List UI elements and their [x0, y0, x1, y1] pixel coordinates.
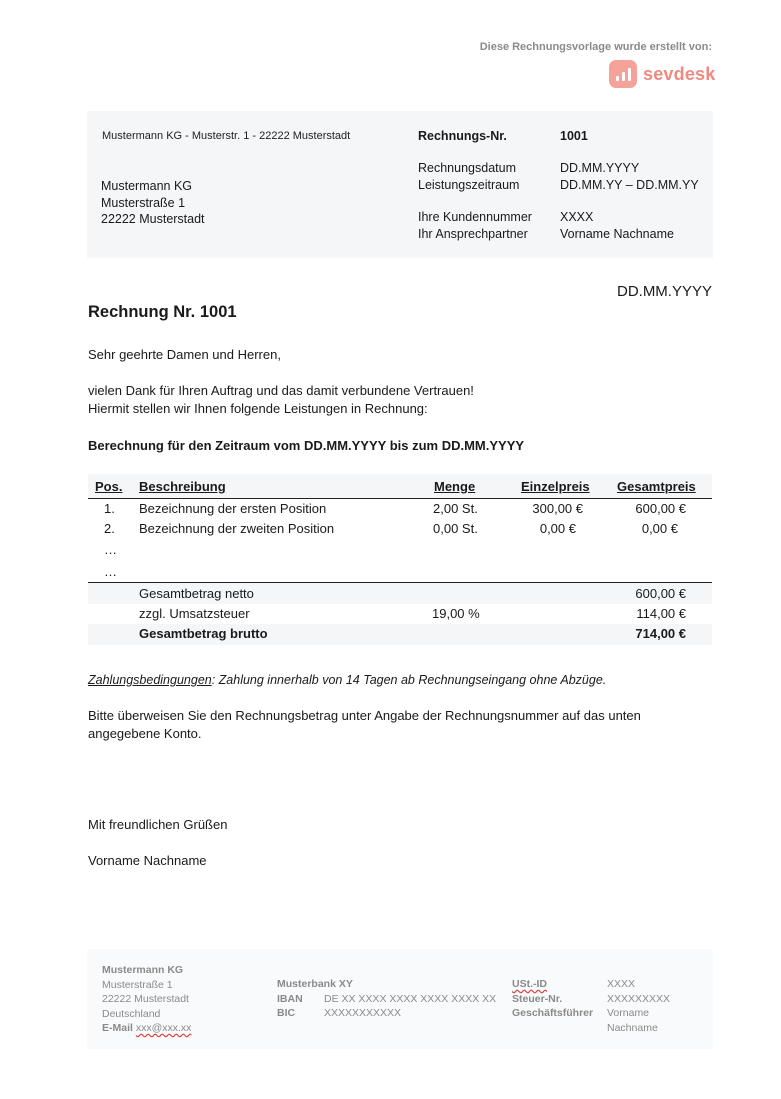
greeting: Sehr geehrte Damen und Herren,	[88, 347, 281, 362]
vat-label: zzgl. Umsatzsteuer	[139, 606, 250, 621]
footer-company-block	[102, 963, 191, 1036]
vat-row	[88, 604, 712, 624]
net-total-value: 600,00 €	[635, 586, 686, 601]
footer-bic-label: BIC	[277, 1007, 296, 1019]
footer-bank-block	[277, 977, 496, 1021]
row-desc: Bezeichnung der ersten Position	[139, 501, 327, 516]
table-header	[88, 474, 712, 499]
row-pos: …	[104, 564, 117, 579]
row-total-price: 600,00 €	[635, 501, 686, 516]
footer-vat-id-value: XXXX	[607, 978, 636, 990]
col-desc-header: Beschreibung	[139, 479, 226, 494]
intro-line-2: Hiermit stellen wir Ihnen folgende Leistungen in Rechnung:	[88, 401, 428, 416]
intro-line-1: vielen Dank für Ihren Auftrag und das damit verbundene Vertrauen!	[88, 383, 474, 398]
recipient-line-1: Mustermann KG	[101, 179, 193, 193]
row-qty: 2,00 St.	[433, 501, 478, 516]
footer-country: Deutschland	[102, 1007, 161, 1020]
payment-terms	[88, 671, 606, 689]
table-row	[88, 499, 712, 519]
payment-terms-label: Zahlungsbedingungen	[88, 673, 212, 687]
row-unit-price: 0,00 €	[539, 521, 576, 536]
contact-value: Vorname Nachname	[560, 227, 674, 241]
footer-email-label: E-Mail	[102, 1022, 133, 1034]
row-pos: …	[104, 542, 117, 557]
service-period-value: DD.MM.YY – DD.MM.YY	[560, 178, 699, 192]
table-row	[88, 540, 712, 560]
contact-label: Ihr Ansprechpartner	[418, 227, 528, 241]
invoice-no-value: 1001	[560, 129, 588, 143]
table-row	[88, 519, 712, 539]
vat-value: 114,00 €	[636, 606, 686, 621]
row-pos: 1.	[104, 501, 115, 516]
row-qty: 0,00 St.	[433, 521, 478, 536]
footer-ceo-value-2: Nachname	[607, 1021, 658, 1034]
col-pos-header: Pos.	[95, 479, 123, 494]
net-total-label: Gesamtbetrag netto	[139, 586, 254, 601]
footer-tax-no-label: Steuer-Nr.	[512, 992, 563, 1005]
footer-tax-block	[512, 977, 670, 1035]
footer-bank: Musterbank XY	[277, 978, 353, 990]
invoice-no-label: Rechnungs-Nr.	[418, 129, 507, 143]
net-total-row	[88, 582, 712, 604]
footer-ceo-value-1: Vorname	[607, 1007, 650, 1019]
row-desc: Bezeichnung der zweiten Position	[139, 521, 335, 536]
customer-no-label: Ihre Kundennummer	[418, 210, 532, 224]
footer-company: Mustermann KG	[102, 964, 184, 976]
transfer-line-2: angegebene Konto.	[88, 726, 202, 741]
signature: Vorname Nachname	[88, 853, 207, 868]
recipient-line-2: Musterstraße 1	[101, 195, 186, 210]
closing: Mit freundlichen Grüßen	[88, 817, 228, 832]
col-total-header: Gesamtpreis	[617, 479, 696, 494]
footer-city: 22222 Musterstadt	[102, 993, 189, 1005]
bar-chart-icon	[609, 60, 637, 88]
row-unit-price: 300,00 €	[532, 501, 583, 516]
document-date: DD.MM.YYYY	[616, 283, 712, 300]
created-with-note: Diese Rechnungsvorlage wurde erstellt von:	[479, 41, 712, 53]
col-qty-header: Menge	[434, 479, 476, 494]
service-period-label: Leistungszeitraum	[418, 178, 520, 192]
logo-text: sevdesk	[643, 63, 716, 84]
footer-street: Musterstraße 1	[102, 978, 173, 991]
payment-terms-text: : Zahlung innerhalb von 14 Tagen ab Rechnungseingang ohne Abzüge.	[211, 673, 607, 687]
invoice-date-label: Rechnungsdatum	[418, 161, 516, 175]
invoice-date-value: DD.MM.YYYY	[560, 161, 640, 175]
recipient-address	[101, 178, 205, 228]
gross-total-row	[88, 624, 712, 645]
table-row	[88, 562, 712, 582]
footer-iban-label: IBAN	[277, 992, 303, 1005]
recipient-line-3: 22222 Musterstadt	[101, 212, 205, 226]
period-heading: Berechnung für den Zeitraum vom DD.MM.YYYY bis zum DD.MM.YYYY	[88, 438, 525, 453]
gross-total-label: Gesamtbetrag brutto	[139, 626, 268, 641]
invoice-title: Rechnung Nr. 1001	[88, 303, 237, 321]
footer-iban-value: DE XX XXXX XXXX XXXX XXXX XX	[324, 992, 497, 1005]
sender-line: Mustermann KG - Musterstr. 1 - 22222 Musterstadt	[102, 130, 351, 142]
gross-total-value: 714,00 €	[635, 626, 686, 641]
footer-tax-no-value: XXXXXXXXX	[607, 992, 671, 1005]
col-unit-header: Einzelpreis	[521, 479, 590, 494]
sevdesk-logo	[609, 60, 715, 88]
footer	[87, 949, 713, 1049]
footer-vat-id-label: USt.-ID	[512, 978, 547, 990]
footer-bic-value: XXXXXXXXXXX	[324, 1007, 402, 1019]
footer-ceo-label: Geschäftsführer	[512, 1007, 594, 1019]
row-pos: 2.	[104, 521, 115, 536]
footer-email-value: xxx@xxx.xx	[135, 1022, 192, 1034]
customer-no-value: XXXX	[560, 210, 594, 224]
transfer-line-1: Bitte überweisen Sie den Rechnungsbetrag unter Angabe der Rechnungsnummer auf das unten	[88, 708, 641, 723]
vat-rate: 19,00 %	[432, 606, 480, 621]
row-total-price: 0,00 €	[641, 521, 678, 536]
